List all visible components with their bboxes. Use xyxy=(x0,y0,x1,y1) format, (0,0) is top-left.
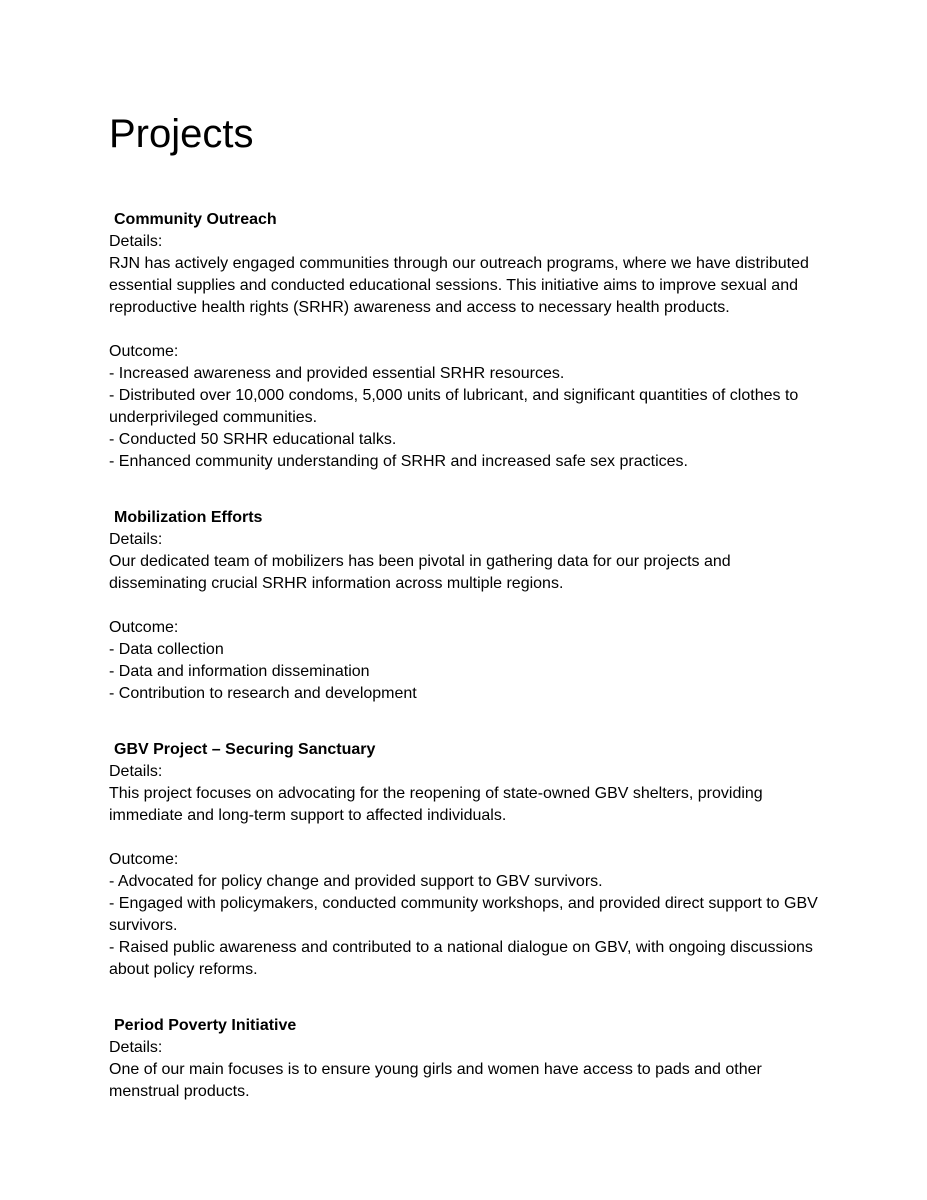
project-section-gbv-securing-sanctuary xyxy=(109,739,829,1003)
details-text: Our dedicated team of mobilizers has been pivotal in gathering data for our projects and disseminating crucial SRHR information across multiple regions. xyxy=(109,553,731,592)
outcome-label: Outcome: xyxy=(109,343,179,360)
projects-list xyxy=(109,209,829,1115)
spacer xyxy=(109,827,829,849)
details-label: Details: xyxy=(109,1039,163,1056)
details-text: This project focuses on advocating for the reopening of state-owned GBV shelters, providing immediate and long-term support to affected individuals. xyxy=(109,785,763,824)
outcome-list xyxy=(109,363,829,473)
spacer xyxy=(109,595,829,617)
outcome-item: - Conducted 50 SRHR educational talks. xyxy=(109,431,397,448)
outcome-item: - Enhanced community understanding of SRHR and increased safe sex practices. xyxy=(109,453,688,470)
project-section-period-poverty xyxy=(109,1015,829,1103)
outcome-item: - Engaged with policymakers, conducted community workshops, and provided direct support to GBV survivors. xyxy=(109,895,818,934)
outcome-item: - Advocated for policy change and provided support to GBV survivors. xyxy=(109,873,603,890)
outcome-item: - Contribution to research and development xyxy=(109,685,417,702)
outcome-list xyxy=(109,639,829,705)
project-section-mobilization-efforts xyxy=(109,507,829,727)
spacer xyxy=(109,981,829,1003)
project-title: Period Poverty Initiative xyxy=(114,1017,297,1034)
outcome-item: - Increased awareness and provided essential SRHR resources. xyxy=(109,365,565,382)
details-label: Details: xyxy=(109,531,163,548)
details-label: Details: xyxy=(109,233,163,250)
details-text: RJN has actively engaged communities through our outreach programs, where we have distributed essential supplies and conducted educational sessions. This initiative aims to improve sexual and reproductive health rights (SRHR) awareness and access to necessary health products. xyxy=(109,255,809,316)
outcome-item: - Raised public awareness and contributed to a national dialogue on GBV, with ongoing discussions about policy reforms. xyxy=(109,939,813,978)
details-label: Details: xyxy=(109,763,163,780)
outcome-item: - Distributed over 10,000 condoms, 5,000 units of lubricant, and significant quantities of clothes to underprivileged communities. xyxy=(109,387,799,426)
spacer xyxy=(109,705,829,727)
project-title: Mobilization Efforts xyxy=(114,509,263,526)
project-title: Community Outreach xyxy=(114,211,277,228)
outcome-list xyxy=(109,871,829,981)
spacer xyxy=(109,319,829,341)
outcome-label: Outcome: xyxy=(109,619,179,636)
outcome-label: Outcome: xyxy=(109,851,179,868)
page-title: Projects xyxy=(109,112,254,156)
project-title: GBV Project – Securing Sanctuary xyxy=(114,741,376,758)
details-text: One of our main focuses is to ensure young girls and women have access to pads and other menstrual products. xyxy=(109,1061,762,1100)
outcome-item: - Data collection xyxy=(109,641,224,658)
project-section-community-outreach xyxy=(109,209,829,495)
outcome-item: - Data and information dissemination xyxy=(109,663,370,680)
spacer xyxy=(109,473,829,495)
